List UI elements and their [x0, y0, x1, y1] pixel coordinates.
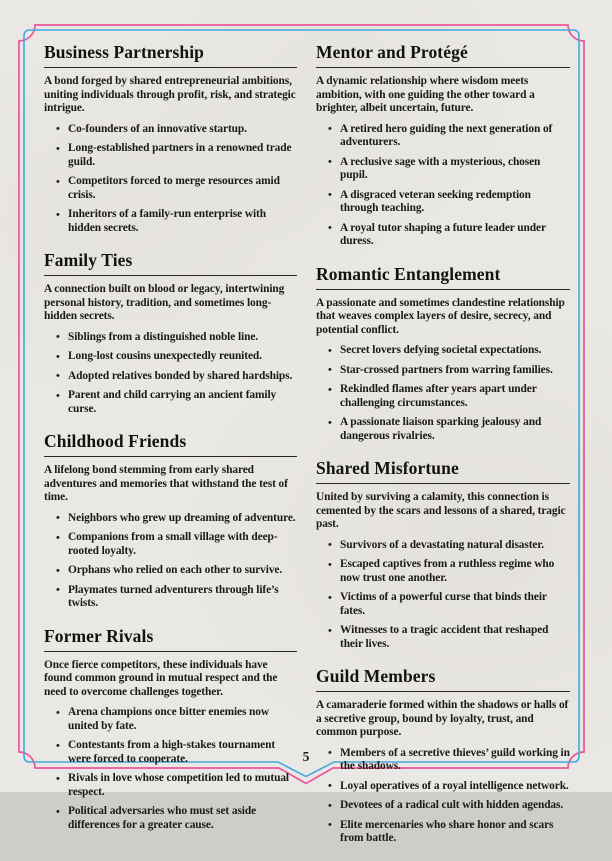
list-item	[328, 624, 570, 651]
section-description: A connection built on blood or legacy, intertwining personal history, tradition, and sometimes long-hidden secrets.	[44, 283, 285, 322]
list-item	[328, 780, 570, 794]
list-item	[56, 805, 297, 832]
list-item-text: Witnesses to a tragic accident that reshaped their lives.	[340, 624, 549, 650]
list-item-text: Arena champions once bitter enemies now united by fate.	[68, 706, 270, 732]
list-item-text: Secret lovers defying societal expectations.	[340, 344, 542, 356]
bullet-dot-icon: •	[56, 389, 60, 402]
section-shared-misfortune	[316, 458, 570, 651]
section-title: Shared Misfortune	[316, 458, 570, 484]
bullet-list	[316, 344, 570, 443]
list-item-text: Long-lost cousins unexpectedly reunited.	[68, 350, 262, 362]
section-description: A lifelong bond stemming from early shared adventures and memories that withstand the test of time.	[44, 464, 288, 503]
page-number: 5	[302, 749, 310, 764]
list-item-text: Long-established partners in a renowned trade guild.	[68, 142, 292, 168]
list-item	[56, 564, 297, 578]
list-item	[328, 383, 570, 410]
list-item	[328, 416, 570, 443]
section-mentor-and-protege	[316, 42, 570, 249]
bullet-list	[316, 123, 570, 249]
list-item	[328, 189, 570, 216]
bullet-dot-icon: •	[56, 772, 60, 785]
bullet-dot-icon: •	[56, 350, 60, 363]
list-item-text: Siblings from a distinguished noble line.	[68, 330, 259, 343]
bullet-dot-icon: •	[56, 739, 60, 752]
bullet-dot-icon: •	[56, 564, 60, 577]
list-item-text: Elite mercenaries who share honor and scars from battle.	[340, 818, 554, 844]
bullet-dot-icon: •	[328, 383, 332, 396]
bullet-dot-icon: •	[328, 747, 332, 759]
section-romantic-entanglement	[316, 264, 570, 444]
list-item	[328, 344, 570, 358]
section-description: Once fierce competitors, these individuals have found common ground in mutual respect and the need to overcome challenges together.	[44, 658, 278, 698]
list-item	[328, 819, 570, 846]
column-right	[316, 42, 570, 861]
list-item-text: Devotees of a radical cult with hidden agendas.	[340, 799, 564, 811]
list-item-text: A retired hero guiding the next generation of adventurers.	[340, 122, 553, 148]
list-item	[56, 389, 297, 416]
section-title: Romantic Entanglement	[316, 264, 570, 290]
bullet-list	[44, 512, 297, 611]
section-description: A dynamic relationship where wisdom meets ambition, with one guiding the other toward a brighter, albeit uncertain, future.	[316, 75, 535, 114]
section-title: Guild Members	[316, 666, 570, 692]
bullet-dot-icon: •	[56, 370, 60, 382]
list-item	[328, 539, 570, 553]
list-item-text: Companions from a small village with deep-rooted loyalty.	[68, 531, 278, 557]
list-item	[328, 222, 570, 249]
list-item	[56, 350, 297, 364]
bullet-dot-icon: •	[328, 189, 332, 201]
column-left	[44, 42, 297, 861]
section-title: Former Rivals	[44, 626, 297, 652]
list-item	[328, 123, 570, 150]
bullet-dot-icon: •	[328, 156, 332, 168]
section-title: Mentor and Protégé	[316, 42, 570, 68]
list-item-text: Rekindled flames after years apart under challenging circumstances.	[340, 383, 537, 409]
bullet-dot-icon: •	[328, 344, 332, 357]
bullet-dot-icon: •	[328, 123, 332, 135]
bullet-list	[316, 539, 570, 652]
bullet-dot-icon: •	[328, 416, 332, 429]
bullet-dot-icon: •	[56, 331, 60, 343]
list-item-text: Inheritors of a family-run enterprise with hidden secrets.	[68, 208, 266, 234]
section-description: A camaraderie formed within the shadows or halls of a secretive group, bound by loyalty, trust, and common purpose.	[316, 699, 569, 738]
list-item-text: Members of a secretive thieves’ guild working in the shadows.	[340, 746, 570, 772]
bullet-dot-icon: •	[328, 591, 332, 604]
bullet-dot-icon: •	[328, 558, 332, 571]
bullet-dot-icon: •	[56, 208, 60, 221]
list-item	[328, 558, 570, 585]
list-item-text: Contestants from a high-stakes tournament were forced to cooperate.	[68, 739, 276, 765]
list-item	[56, 175, 297, 202]
list-item	[56, 370, 297, 384]
list-item	[328, 364, 570, 378]
list-item-text: Adopted relatives bonded by shared hardships.	[68, 369, 293, 382]
section-title: Family Ties	[44, 250, 297, 276]
list-item	[56, 123, 297, 137]
bullet-dot-icon: •	[328, 364, 332, 376]
bullet-dot-icon: •	[328, 222, 332, 234]
bullet-dot-icon: •	[328, 799, 332, 812]
list-item	[56, 331, 297, 345]
list-item	[56, 142, 297, 169]
content-columns	[44, 42, 570, 861]
bullet-dot-icon: •	[56, 175, 60, 188]
section-description: United by surviving a calamity, this connection is cemented by the scars and lessons of a shared, tragic past.	[316, 491, 566, 530]
bullet-list	[44, 331, 297, 417]
section-childhood-friends	[44, 431, 297, 611]
list-item	[328, 591, 570, 618]
section-family-ties	[44, 250, 297, 416]
section-title: Business Partnership	[44, 42, 297, 68]
section-title: Childhood Friends	[44, 431, 297, 457]
list-item-text: Neighbors who grew up dreaming of adventure.	[68, 511, 296, 524]
bullet-dot-icon: •	[56, 142, 60, 155]
list-item-text: A disgraced veteran seeking redemption through teaching.	[340, 188, 531, 214]
list-item-text: Political adversaries who must set aside differences for a greater cause.	[68, 805, 257, 831]
bullet-dot-icon: •	[328, 539, 332, 551]
list-item-text: Competitors forced to merge resources amid crisis.	[68, 175, 280, 201]
bullet-dot-icon: •	[328, 780, 332, 792]
bullet-dot-icon: •	[56, 805, 60, 818]
list-item-text: Victims of a powerful curse that binds their fates.	[340, 591, 547, 617]
list-item-text: Star-crossed partners from warring families.	[340, 363, 553, 376]
list-item-text: Orphans who relied on each other to survive.	[68, 564, 283, 576]
list-item	[56, 706, 297, 733]
bullet-dot-icon: •	[56, 584, 60, 596]
list-item-text: Loyal operatives of a royal intelligence network.	[340, 779, 569, 792]
section-description: A passionate and sometimes clandestine relationship that weaves complex layers of desire, secrecy, and potential conflict.	[316, 296, 565, 336]
list-item	[56, 584, 297, 611]
list-item	[328, 799, 570, 813]
list-item	[328, 156, 570, 183]
list-item	[56, 772, 297, 799]
list-item	[56, 208, 297, 235]
list-item-text: A passionate liaison sparking jealousy and dangerous rivalries.	[340, 416, 542, 442]
bullet-dot-icon: •	[56, 512, 60, 524]
list-item-text: Escaped captives from a ruthless regime who now trust one another.	[340, 558, 555, 584]
list-item-text: Survivors of a devastating natural disaster.	[340, 538, 545, 551]
list-item-text: Parent and child carrying an ancient family curse.	[68, 389, 277, 415]
bullet-list	[44, 706, 297, 832]
bullet-dot-icon: •	[328, 624, 332, 637]
list-item-text: A royal tutor shaping a future leader under duress.	[340, 221, 546, 247]
bullet-dot-icon: •	[56, 123, 60, 135]
list-item	[56, 512, 297, 526]
section-business-partnership	[44, 42, 297, 235]
list-item	[56, 531, 297, 558]
bullet-dot-icon: •	[328, 819, 332, 831]
list-item-text: Co-founders of an innovative startup.	[68, 122, 247, 135]
bullet-dot-icon: •	[56, 706, 60, 719]
list-item-text: Rivals in love whose competition led to mutual respect.	[68, 772, 289, 798]
bullet-list	[44, 123, 297, 236]
section-description: A bond forged by shared entrepreneurial ambitions, uniting individuals through profit, risk, and strategic intrigue.	[44, 75, 296, 114]
section-former-rivals	[44, 626, 297, 833]
list-item-text: A reclusive sage with a mysterious, chosen pupil.	[340, 155, 541, 181]
bullet-dot-icon: •	[56, 531, 60, 544]
list-item-text: Playmates turned adventurers through life’s twists.	[68, 583, 279, 609]
